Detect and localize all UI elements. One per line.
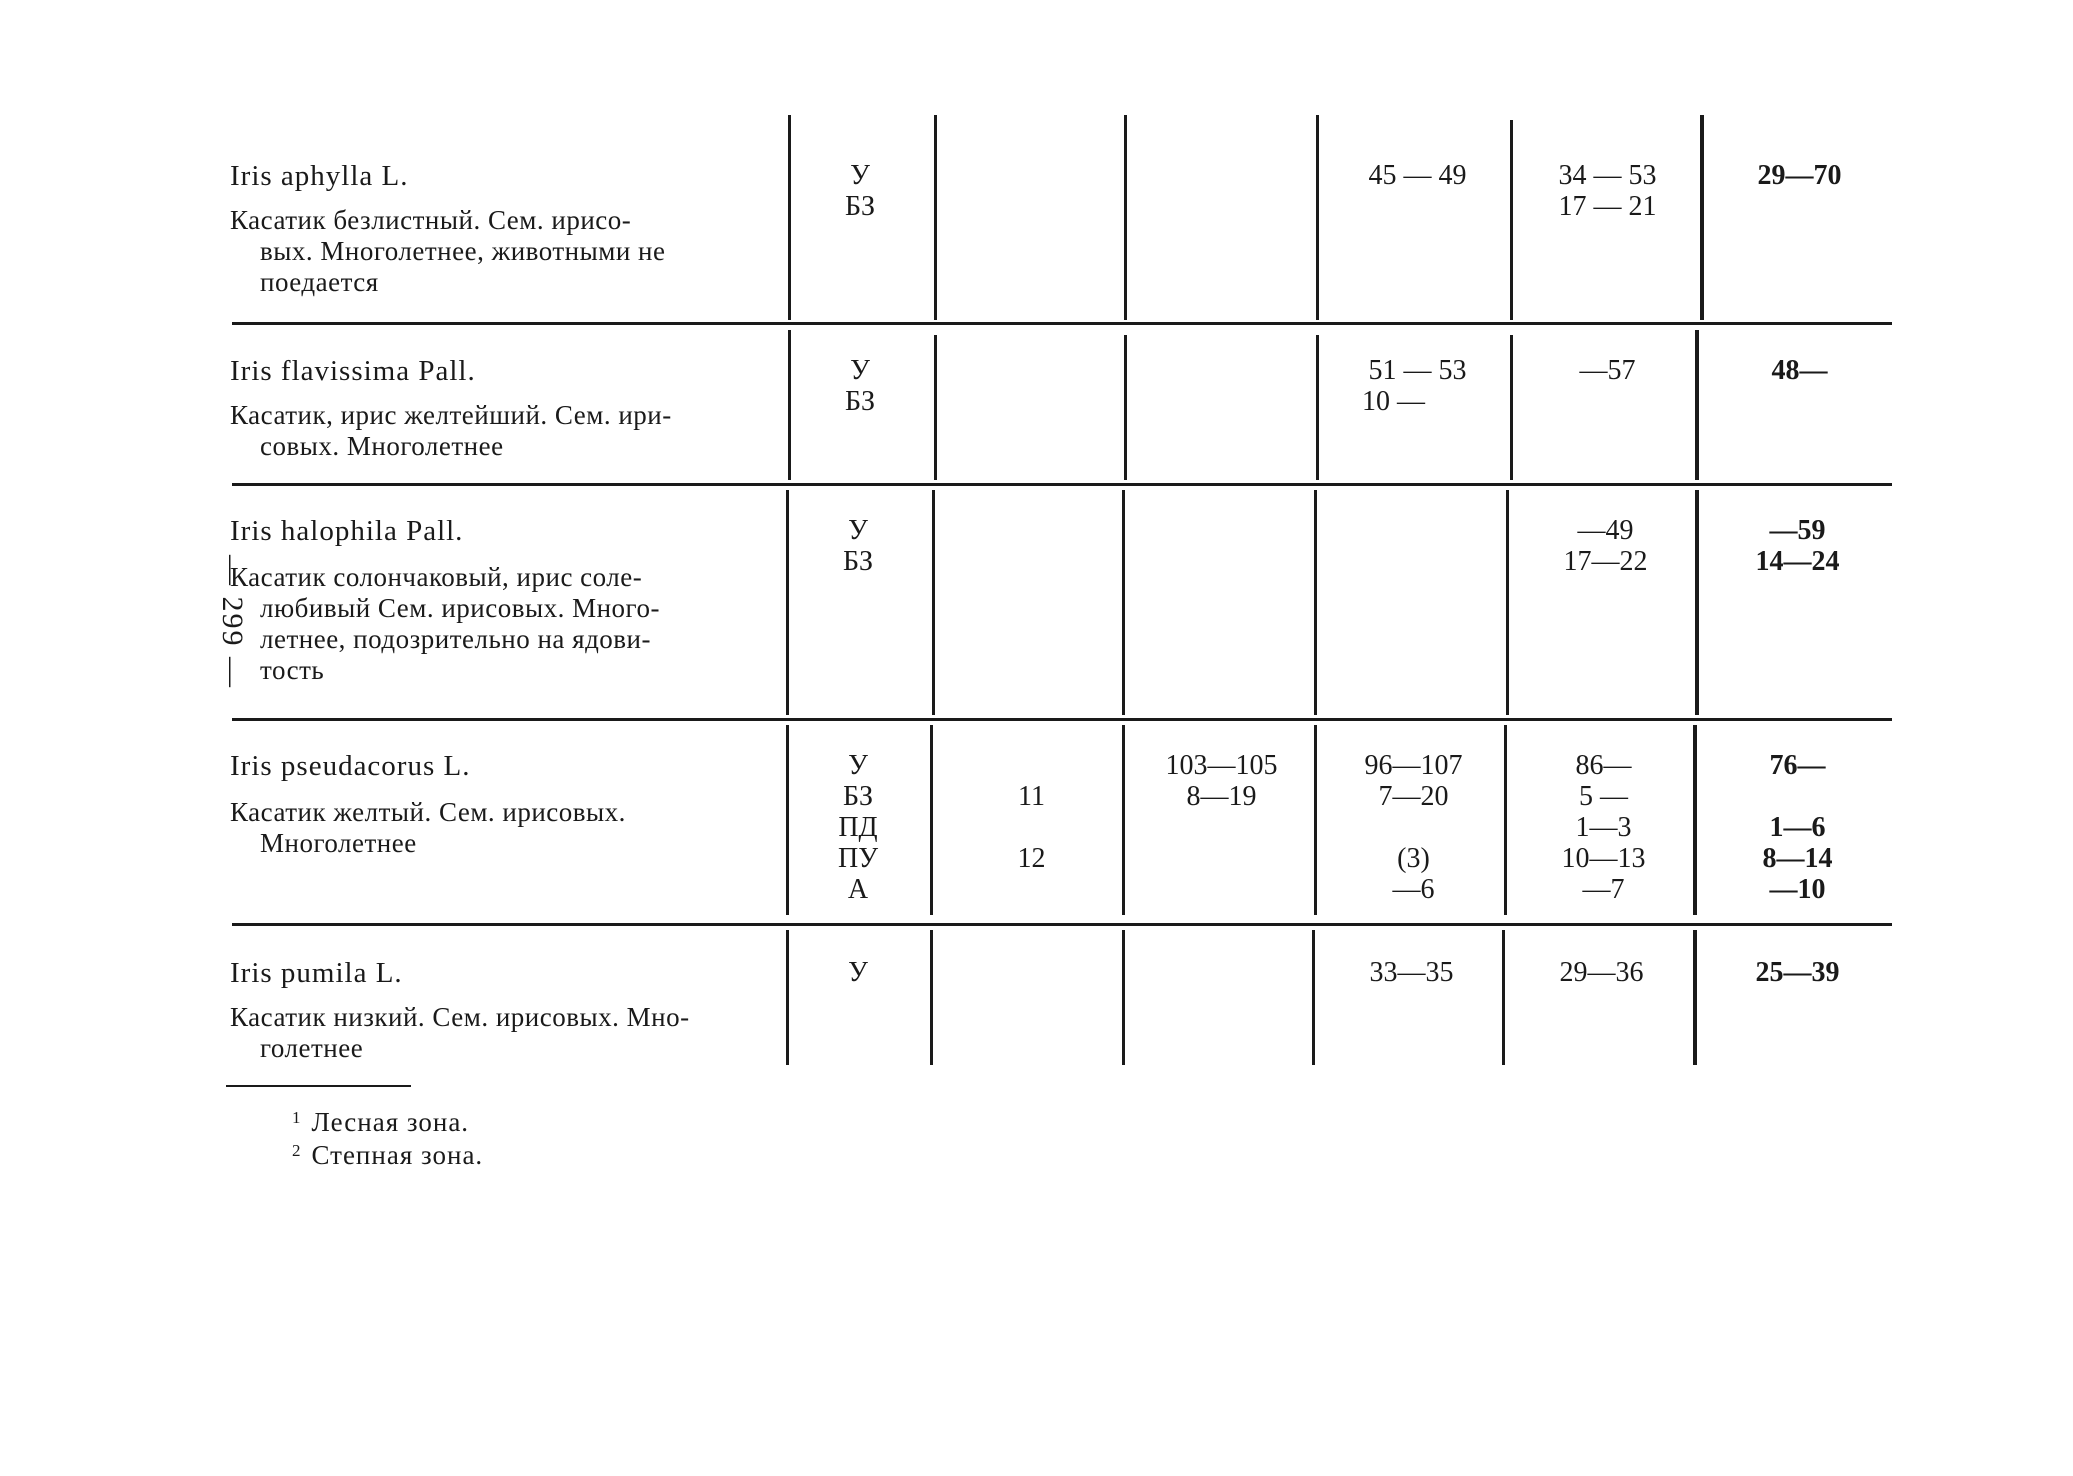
value-text: 45 — 49 — [1368, 160, 1467, 191]
value-cell — [1518, 515, 1693, 577]
value-text: 29—70 — [1757, 160, 1842, 191]
value-text: 7—20 — [1378, 781, 1449, 812]
zone-label: БЗ — [842, 781, 874, 812]
column-separator — [930, 930, 933, 1065]
value-text — [944, 874, 1119, 905]
value-text — [1134, 874, 1309, 905]
column-separator — [1695, 490, 1699, 715]
zone-label: ПД — [838, 812, 878, 843]
zone-cell — [800, 160, 920, 222]
value-text: 103—105 — [1165, 750, 1278, 781]
footnote — [292, 1140, 483, 1171]
value-text: 10 — — [1362, 386, 1425, 417]
value-cell — [1520, 355, 1695, 386]
value-cell — [1705, 957, 1890, 988]
zone-label: БЗ — [842, 546, 874, 577]
latin-name: Iris pumila L. — [230, 957, 403, 989]
column-separator — [932, 490, 935, 715]
column-separator — [1122, 725, 1125, 915]
zone-label: БЗ — [844, 191, 876, 222]
latin-name: Iris pseudacorus L. — [230, 750, 471, 782]
column-separator — [1316, 115, 1319, 320]
zone-label: У — [848, 957, 868, 988]
column-separator — [1316, 335, 1319, 480]
value-text — [1134, 812, 1309, 843]
value-text: 17—22 — [1563, 546, 1648, 577]
column-separator — [1504, 725, 1507, 915]
column-separator — [1314, 725, 1317, 915]
value-cell — [1514, 957, 1689, 988]
species-description — [230, 1002, 770, 1064]
column-separator — [1510, 335, 1513, 480]
column-separator — [1312, 930, 1315, 1065]
description-line: голетнее — [260, 1033, 364, 1063]
value-text: 1—3 — [1575, 812, 1632, 843]
value-text: (3) — [1397, 843, 1430, 874]
value-text: 8—14 — [1762, 843, 1833, 874]
value-text: 5 — — [1579, 781, 1628, 812]
value-cell — [1330, 355, 1505, 417]
description-line: поедается — [260, 267, 379, 297]
value-text: —10 — [1769, 874, 1826, 905]
value-cell — [1705, 750, 1890, 905]
column-separator — [786, 930, 789, 1065]
value-text: 11 — [1018, 781, 1045, 812]
column-separator — [1693, 725, 1697, 915]
column-separator — [1122, 490, 1125, 715]
value-cell — [1330, 160, 1505, 191]
column-separator — [1510, 120, 1513, 320]
zone-cell — [798, 957, 918, 988]
species-description — [230, 205, 770, 298]
zone-label: ПУ — [837, 843, 879, 874]
description-line: летнее, подозрительно на ядови- — [260, 624, 651, 654]
column-separator — [1124, 335, 1127, 480]
value-text — [1134, 843, 1309, 874]
value-text: 12 — [1017, 843, 1046, 874]
value-text: 76— — [1769, 750, 1826, 781]
description-line: совых. Многолетнее — [260, 431, 504, 461]
row-divider — [232, 718, 1892, 721]
value-cell — [1516, 750, 1691, 905]
row-divider — [232, 923, 1892, 926]
latin-name: Iris flavissima Pall. — [230, 355, 476, 387]
value-text: 86— — [1575, 750, 1632, 781]
zone-cell — [800, 355, 920, 417]
zone-label: БЗ — [844, 386, 876, 417]
column-separator — [788, 330, 791, 480]
footnote-mark: 2 — [292, 1141, 302, 1160]
zone-label: У — [848, 750, 868, 781]
value-text: 48— — [1771, 355, 1828, 386]
species-description — [230, 400, 770, 462]
value-text: 14—24 — [1755, 546, 1840, 577]
footnote-divider — [226, 1085, 411, 1087]
description-line: тость — [260, 655, 325, 685]
value-text — [1705, 781, 1890, 812]
value-text: 96—107 — [1364, 750, 1463, 781]
row-divider — [232, 322, 1892, 325]
value-text: —57 — [1579, 355, 1636, 386]
zone-label: А — [847, 874, 869, 905]
column-separator — [934, 335, 937, 480]
value-text: —7 — [1582, 874, 1625, 905]
value-text: 8—19 — [1186, 781, 1257, 812]
description-line: вых. Многолетнее, животными не — [260, 236, 666, 266]
column-separator — [1122, 930, 1125, 1065]
column-separator — [1314, 490, 1317, 715]
column-separator — [1502, 930, 1505, 1065]
value-cell — [1326, 750, 1501, 905]
column-separator — [1695, 330, 1699, 480]
column-separator — [930, 725, 933, 915]
value-text — [944, 750, 1119, 781]
latin-name: Iris aphylla L. — [230, 160, 409, 192]
description-line: Касатик, ирис желтейший. Сем. ири- — [230, 400, 672, 430]
value-text: 1—6 — [1769, 812, 1826, 843]
zone-label: У — [848, 515, 868, 546]
value-text: 10—13 — [1561, 843, 1646, 874]
column-separator — [788, 115, 791, 320]
value-cell — [1134, 750, 1309, 905]
value-text: 33—35 — [1369, 957, 1454, 988]
page-number: — 299 — — [216, 555, 249, 689]
description-line: Касатик низкий. Сем. ирисовых. Мно- — [230, 1002, 690, 1032]
column-separator — [1506, 490, 1509, 715]
description-line: Касатик желтый. Сем. ирисовых. — [230, 797, 626, 827]
row-divider — [232, 483, 1892, 486]
latin-name: Iris halophila Pall. — [230, 515, 464, 547]
value-cell — [1712, 160, 1887, 191]
value-text — [944, 812, 1119, 843]
footnote — [292, 1107, 469, 1138]
value-cell — [1324, 957, 1499, 988]
value-cell — [1705, 515, 1890, 577]
value-text: —59 — [1769, 515, 1826, 546]
column-separator — [786, 725, 789, 915]
value-text: —49 — [1577, 515, 1634, 546]
column-separator — [1693, 930, 1697, 1065]
value-text: 25—39 — [1755, 957, 1840, 988]
description-line: Многолетнее — [260, 828, 417, 858]
zone-cell — [798, 750, 918, 905]
zone-cell — [798, 515, 918, 577]
species-description — [230, 797, 770, 859]
description-line: любивый Сем. ирисовых. Много- — [260, 593, 660, 623]
value-cell — [1712, 355, 1887, 386]
zone-label: У — [850, 160, 870, 191]
value-text: 51 — 53 — [1368, 355, 1467, 386]
column-separator — [934, 115, 937, 320]
value-text: —6 — [1392, 874, 1435, 905]
column-separator — [1124, 115, 1127, 320]
footnote-text: Лесная зона. — [311, 1107, 470, 1137]
value-cell — [1520, 160, 1695, 222]
value-text — [1326, 812, 1501, 843]
column-separator — [1700, 115, 1704, 320]
footnote-text: Степная зона. — [311, 1140, 484, 1170]
column-separator — [786, 490, 789, 715]
zone-label: У — [850, 355, 870, 386]
value-text: 34 — 53 — [1558, 160, 1657, 191]
species-description — [230, 562, 770, 686]
footnote-mark: 1 — [292, 1108, 302, 1127]
description-line: Касатик солончаковый, ирис соле- — [230, 562, 643, 592]
value-text: 29—36 — [1559, 957, 1644, 988]
description-line: Касатик безлистный. Сем. ирисо- — [230, 205, 632, 235]
value-text: 17 — 21 — [1558, 191, 1657, 222]
value-cell — [944, 750, 1119, 905]
